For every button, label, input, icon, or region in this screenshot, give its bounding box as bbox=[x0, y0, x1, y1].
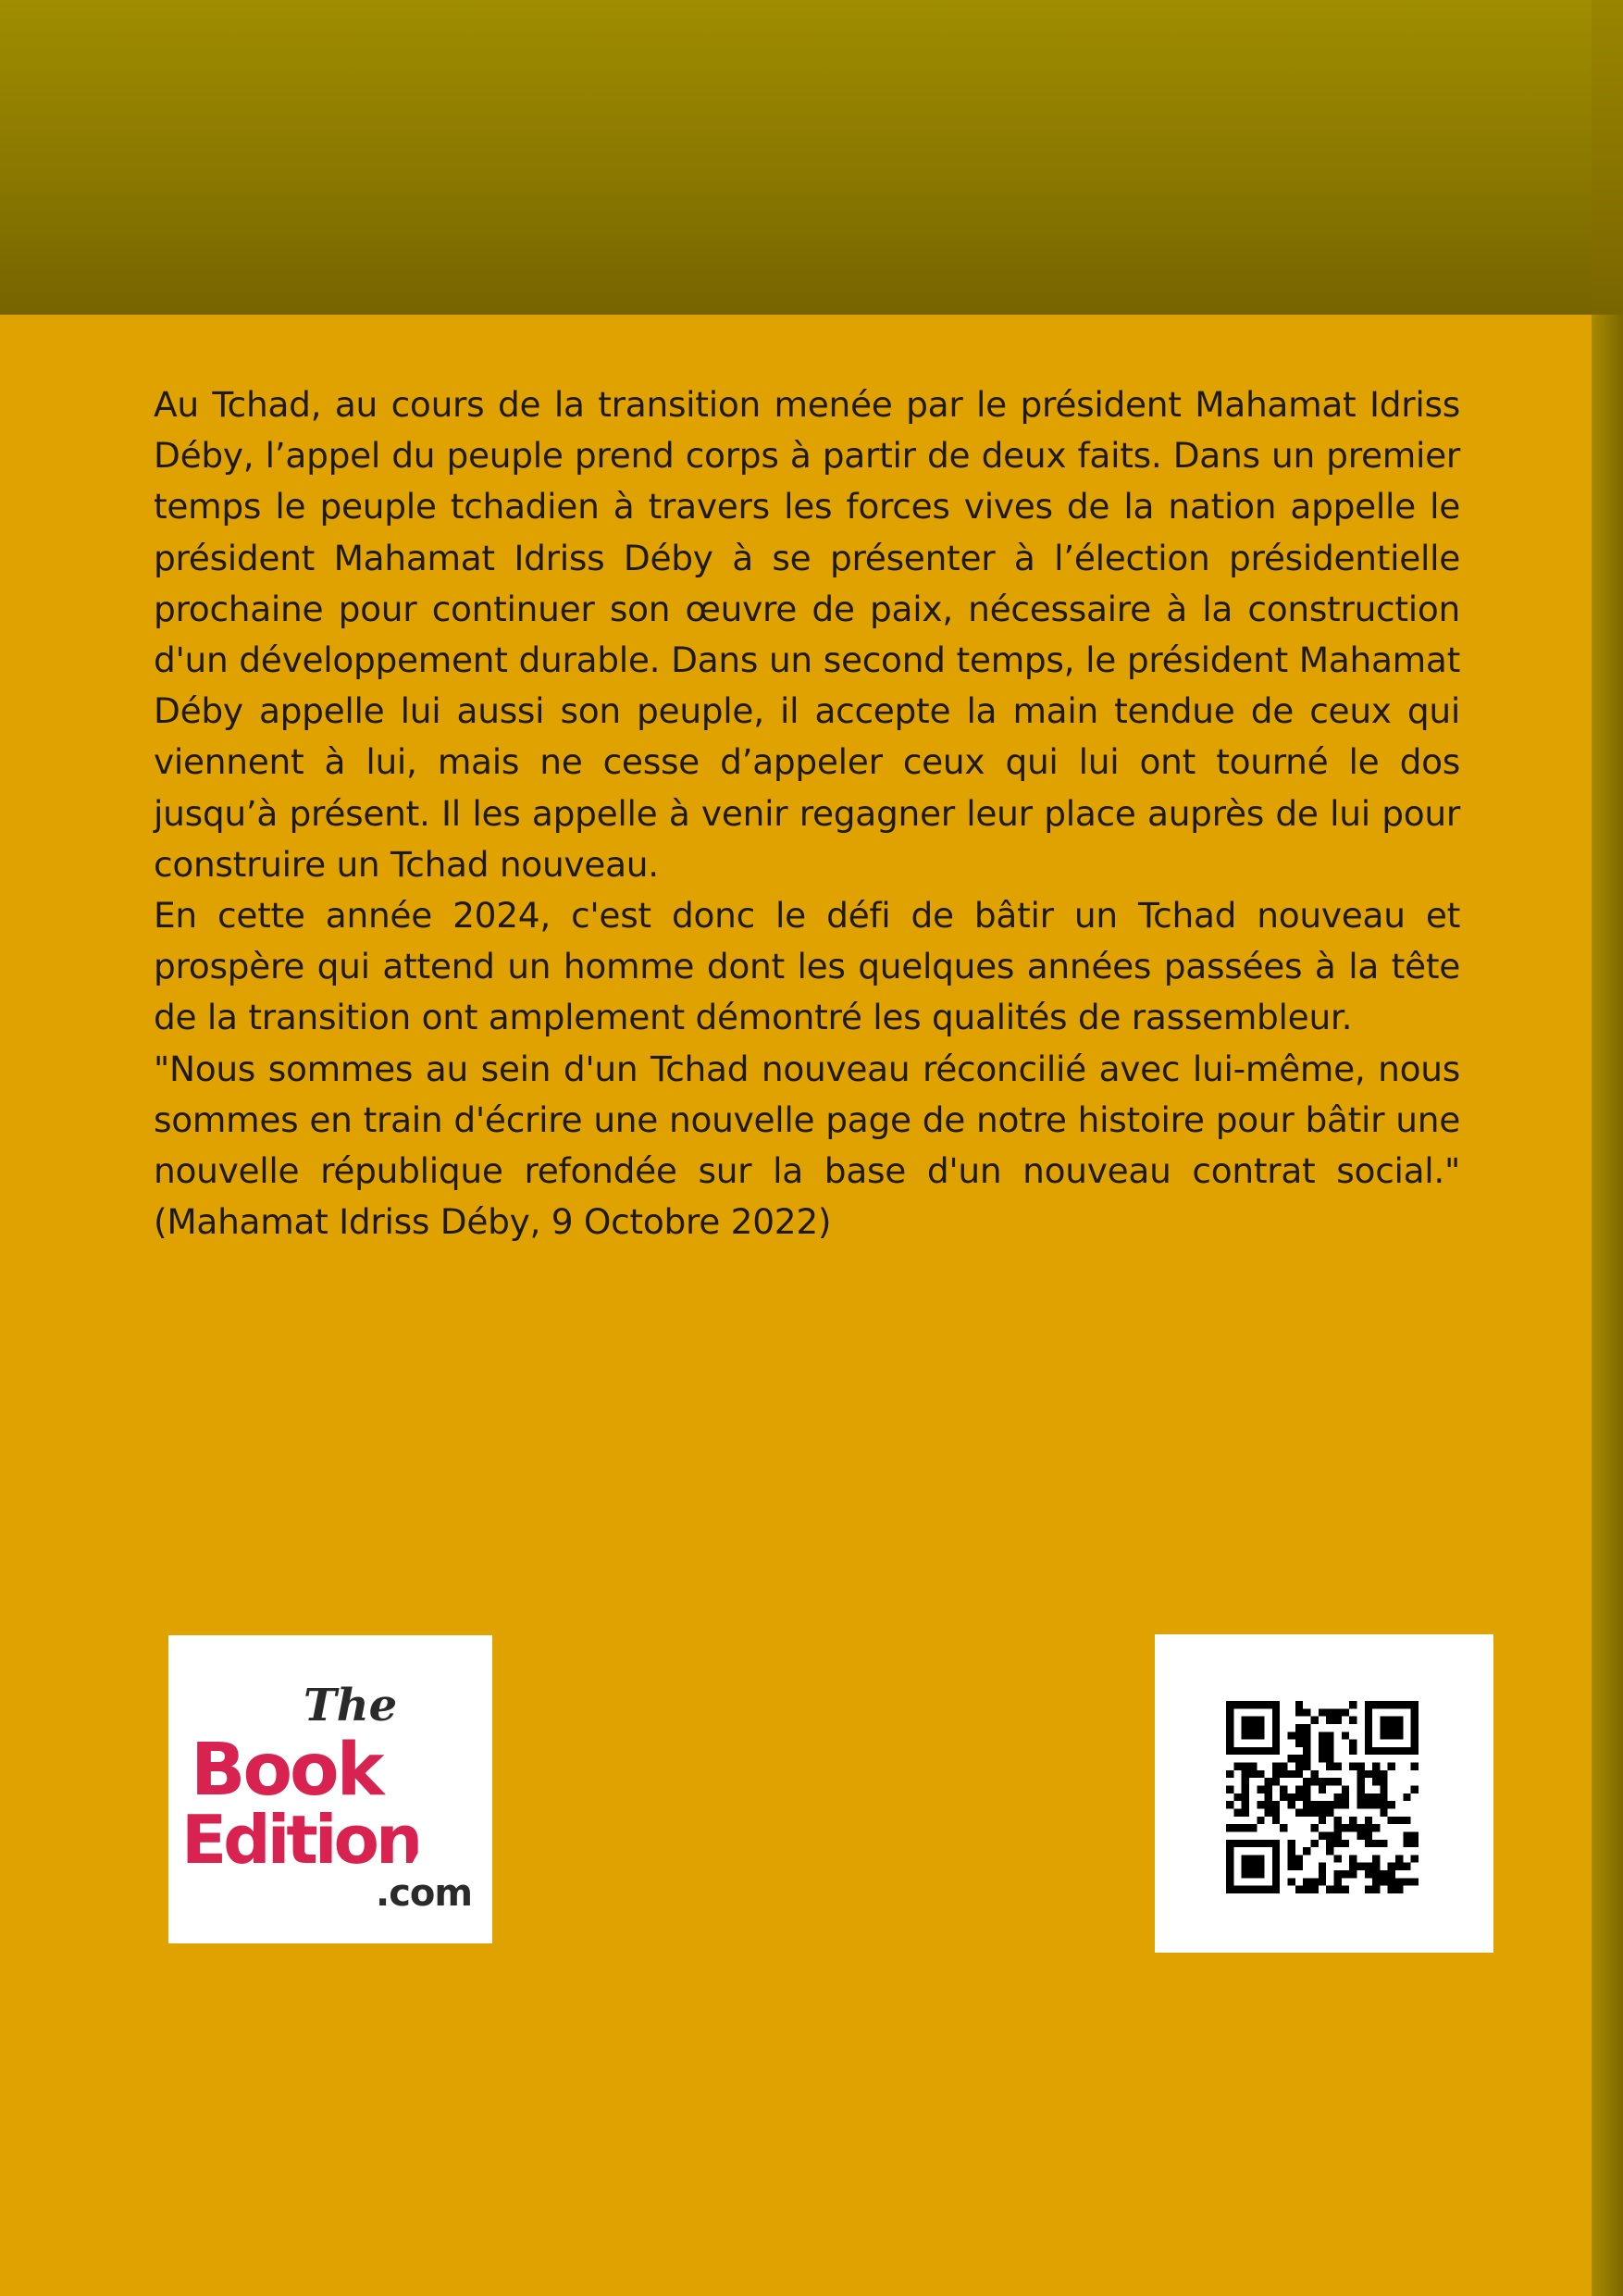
publisher-logo bbox=[168, 1635, 492, 1943]
qr-code-box bbox=[1155, 1634, 1493, 1953]
logo-text-the: The bbox=[304, 1680, 398, 1731]
spine-edge-strip-top bbox=[1592, 0, 1623, 315]
logo-text-edition: Edition bbox=[181, 1801, 420, 1879]
logo-text-book: Book bbox=[191, 1729, 382, 1812]
blurb-paragraph-1: Au Tchad, au cours de la transition menée par le président Mahamat Idriss Déby, l’appel du peuple prend corps à partir de deux faits. Dans un premier temps le peuple tchadien à travers les forces vives de la nation appelle le président Mahamat Idriss Déby à se présenter à l’élection présidentielle prochaine pour continuer son œuvre de paix, nécessaire à la construction d'un développement durable. Dans un second temps, le président Mahamat Déby appelle lui aussi son peuple, il accepte la main tendue de ceux qui viennent à lui, mais ne cesse d’appeler ceux qui lui ont tourné le dos jusqu’à présent. Il les appelle à venir regagner leur place auprès de lui pour construire un Tchad nouveau. bbox=[154, 384, 1460, 885]
blurb-paragraph-2: En cette année 2024, c'est donc le défi de bâtir un Tchad nouveau et prospère qui attend un homme dont les quelques années passées à la tête de la transition ont amplement démontré les qualités de rassembleur. bbox=[154, 895, 1460, 1038]
top-color-band bbox=[0, 0, 1592, 315]
thebookedition-logo-icon bbox=[168, 1635, 492, 1943]
blurb-paragraph-3: "Nous sommes au sein d'un Tchad nouveau réconcilié avec lui-même, nous sommes en train d'écrire une nouvelle page de notre histoire pour bâtir une nouvelle république refondée sur la base d'un nouveau contrat social." (Mahamat Idriss Déby, 9 Octobre 2022) bbox=[154, 1048, 1460, 1243]
back-cover-blurb bbox=[154, 379, 1460, 1247]
spine-edge-strip bbox=[1592, 0, 1623, 2296]
qr-code-icon bbox=[1226, 1701, 1419, 1893]
logo-text-dotcom: .com bbox=[376, 1872, 473, 1915]
